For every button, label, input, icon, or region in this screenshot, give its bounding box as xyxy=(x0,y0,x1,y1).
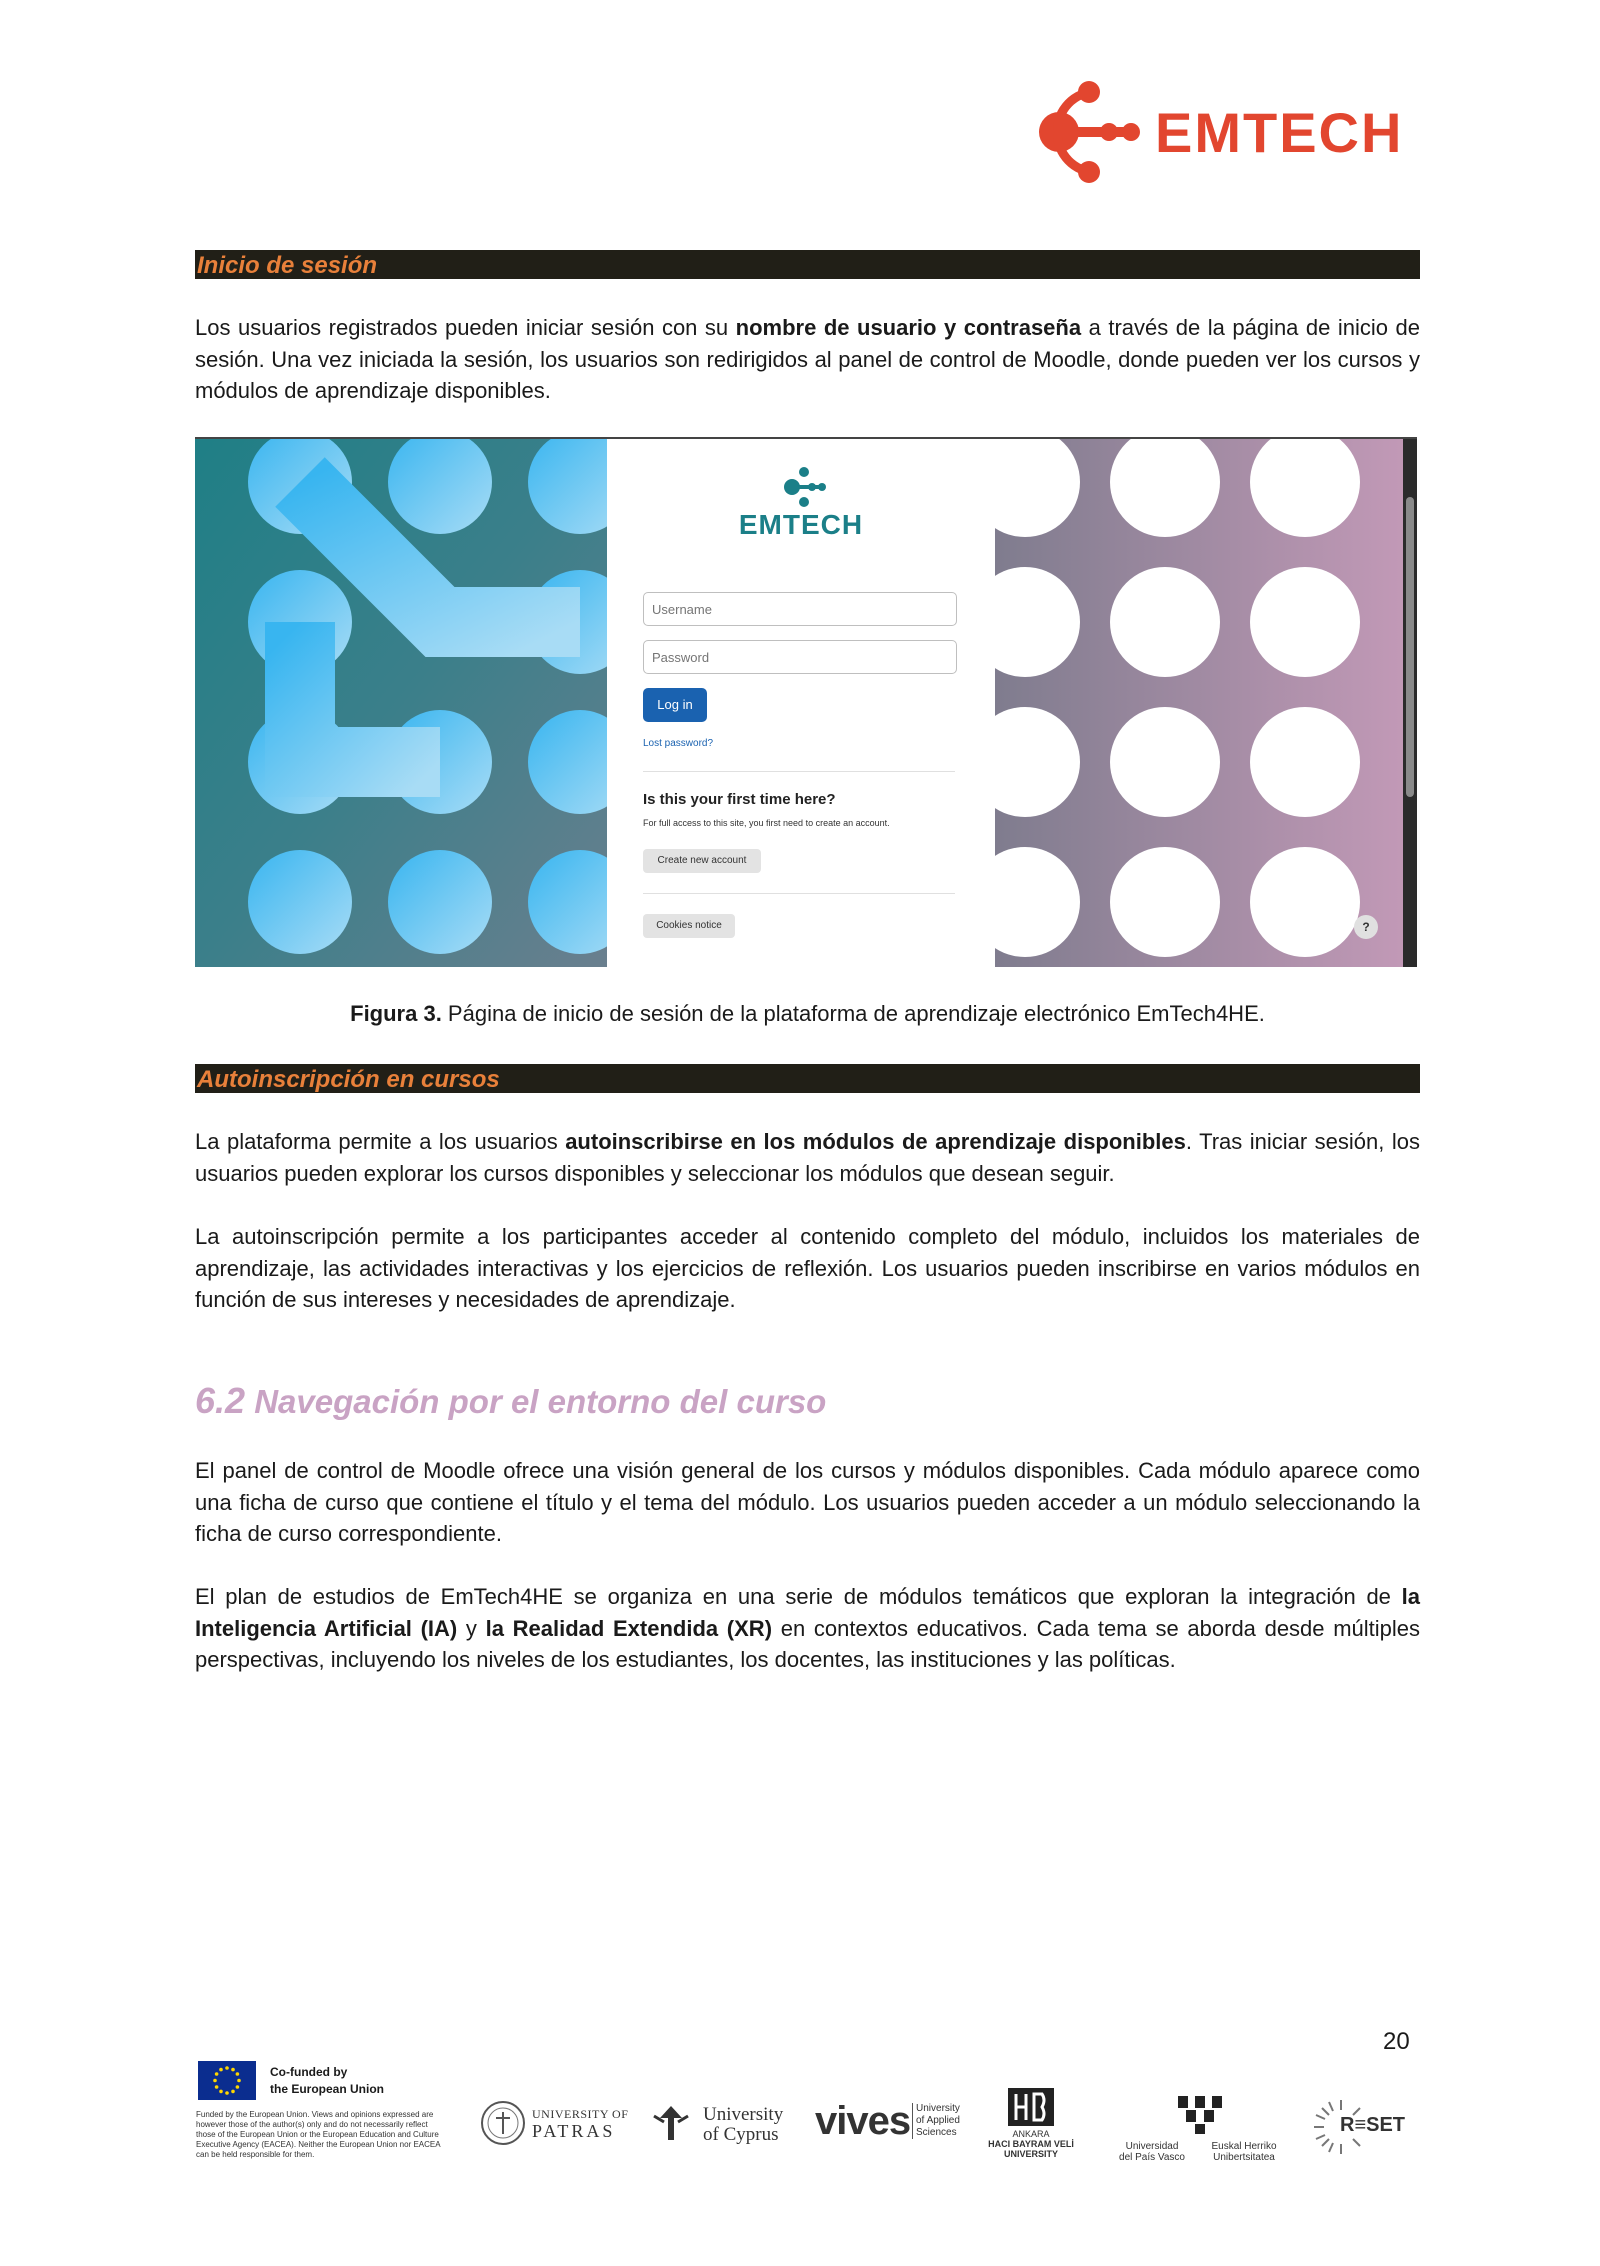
eu-cofunded-label xyxy=(270,2064,384,2098)
ehu-line-1: Euskal Herriko xyxy=(1211,2141,1277,2152)
login-screenshot xyxy=(195,437,1417,967)
first-time-title: Is this your first time here? xyxy=(643,791,836,808)
text: y xyxy=(457,1615,486,1641)
ehu-text xyxy=(1204,2141,1284,2163)
bold-text: la Realidad Extendida (XR) xyxy=(485,1615,773,1641)
paragraph-enrolment-1 xyxy=(195,1126,1420,1189)
login-panel xyxy=(607,437,995,967)
emtech-logo-icon xyxy=(1035,80,1150,185)
cyprus-line-1: University xyxy=(703,2104,784,2125)
upv-line-1: Universidad xyxy=(1125,2141,1179,2152)
subsection-heading xyxy=(195,1380,826,1422)
bold-text: la Inteligencia Artificial (IA) xyxy=(195,1584,1420,1641)
hbv-line-3: UNIVERSITY xyxy=(1003,2149,1058,2159)
paragraph-navigation-1: El panel de control de Moodle ofrece una visión general de los cursos y módulos disponibles. Cada módulo aparece como una ficha de curso que contiene el título y el tema del módulo. Los usuarios pueden acceder a un módulo seleccionando la ficha de curso correspondiente. xyxy=(195,1458,1420,1546)
create-account-button[interactable]: Create new account xyxy=(643,849,761,873)
section-title: Inicio de sesión xyxy=(197,252,378,279)
hbv-line-2: HACI BAYRAM VELİ xyxy=(988,2139,1074,2149)
section-header-login xyxy=(195,250,1420,279)
cyprus-logo-icon xyxy=(652,2102,690,2144)
text: El plan de estudios de EmTech4HE se organiza en una serie de módulos temáticos que exploran la integración de xyxy=(195,1584,1402,1609)
upv-ehu-logo-icon xyxy=(1170,2090,1230,2136)
divider xyxy=(643,893,955,894)
paragraph-enrolment-2: La autoinscripción permite a los participantes acceder al contenido completo del módulo, incluidos los materiales de aprendizaje, las actividades interactivas y los ejercicios de reflexión. Los usuarios pueden inscribirse en varios módulos en función de sus intereses y necesidades de aprendizaje. xyxy=(195,1224,1420,1312)
caption-label: Figura 3. xyxy=(350,1001,442,1026)
vives-sub-3: Sciences xyxy=(916,2127,957,2138)
emtech-logo-text: EMTECH xyxy=(1155,101,1404,164)
figure-caption xyxy=(195,1001,1420,1027)
caption-text: Página de inicio de sesión de la plataforma de aprendizaje electrónico EmTech4HE. xyxy=(441,1001,1265,1026)
bold-text: autoinscribirse en los módulos de aprendizaje disponibles xyxy=(565,1129,1186,1154)
hbv-text xyxy=(980,2129,1082,2159)
login-logo-text: EMTECH xyxy=(738,509,864,540)
first-time-text: For full access to this site, you first need to create an account. xyxy=(643,818,890,828)
text: Los usuarios registrados pueden iniciar sesión con su xyxy=(195,315,736,340)
login-button[interactable]: Log in xyxy=(643,688,707,722)
upv-line-2: del País Vasco xyxy=(1119,2152,1185,2163)
subsection-title: Navegación por el entorno del curso xyxy=(245,1383,827,1420)
hbv-logo-icon xyxy=(1006,2086,1056,2128)
bold-text: nombre de usuario y contraseña xyxy=(735,315,1082,340)
paragraph-navigation-2 xyxy=(195,1581,1420,1676)
password-input[interactable] xyxy=(643,640,957,674)
cookies-notice-button[interactable]: Cookies notice xyxy=(643,914,735,938)
cyprus-line-2: of Cyprus xyxy=(703,2124,779,2145)
text: La plataforma permite a los usuarios xyxy=(195,1129,566,1154)
paragraph-login xyxy=(195,312,1420,407)
hbv-line-1: ANKARA xyxy=(1012,2129,1050,2139)
vives-sub-1: University xyxy=(916,2103,960,2114)
vives-sub-2: of Applied xyxy=(916,2115,960,2126)
subsection-number: 6.2 xyxy=(195,1380,246,1421)
help-button[interactable]: ? xyxy=(1354,915,1378,939)
patras-line-1: UNIVERSITY OF xyxy=(532,2107,629,2121)
ehu-line-2: Unibertsitatea xyxy=(1213,2152,1275,2163)
reset-logo-text: R≡SET xyxy=(1340,2114,1406,2136)
section-title: Autoinscripción en cursos xyxy=(197,1066,500,1093)
emtech-small-icon xyxy=(782,467,827,507)
username-input[interactable] xyxy=(643,592,957,626)
patras-line-2: PATRAS xyxy=(532,2121,616,2141)
vives-sub xyxy=(912,2103,960,2139)
lost-password-link[interactable]: Lost password? xyxy=(643,738,714,749)
divider xyxy=(643,771,955,772)
patras-seal-icon xyxy=(480,2100,526,2146)
eu-line-1: Co-funded by xyxy=(270,2065,348,2079)
text: en contextos educativos. Cada tema se aborda desde múltiples perspectivas, incluyendo los niveles de los estudiantes, los docentes, las instituciones y las políticas. xyxy=(195,1615,1421,1672)
vives-logo-text: vives xyxy=(815,2099,911,2143)
text: a través de la página de inicio de sesión. Una vez iniciada la sesión, los usuarios son redirigidos al panel de control de Moodle, donde pueden ver los cursos y módulos de aprendizaje disponibles. xyxy=(195,315,1420,403)
page-number: 20 xyxy=(1383,2028,1410,2055)
eu-flag-icon xyxy=(198,2061,256,2100)
text: . Tras iniciar sesión, los usuarios pueden explorar los cursos disponibles y seleccionar los módulos que desean seguir. xyxy=(195,1129,1420,1186)
upv-text xyxy=(1112,2141,1192,2163)
section-header-enrolment xyxy=(195,1064,1420,1093)
eu-line-2: the European Union xyxy=(270,2082,384,2096)
eu-disclaimer: Funded by the European Union. Views and opinions expressed are however those of the author(s) only and do not necessarily reflect those of the European Union or the European Education and Culture Executive Agency (EACEA). Neither the European Union nor EACEA can be held responsible for them. xyxy=(196,2110,441,2159)
